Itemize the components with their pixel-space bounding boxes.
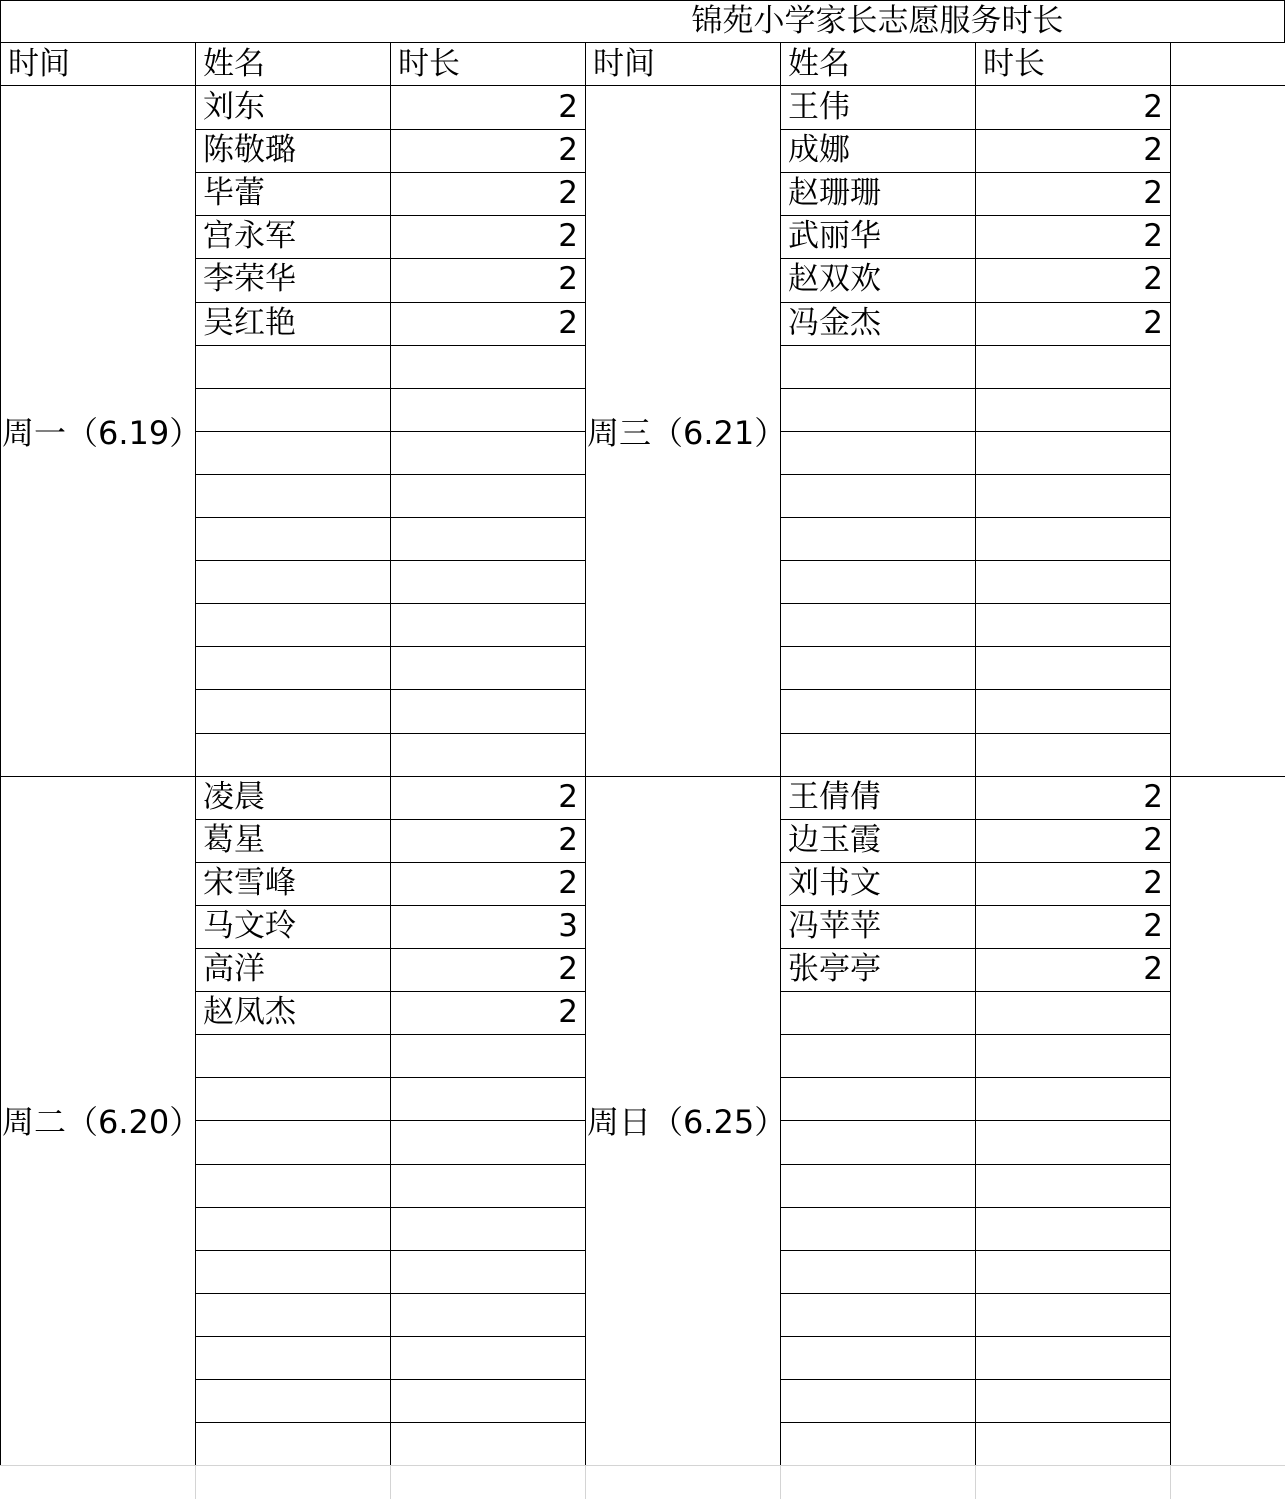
- hours-cell[interactable]: 3: [558, 907, 578, 944]
- name-cell[interactable]: 刘东: [203, 89, 265, 125]
- header-hours-left[interactable]: 时长: [398, 46, 460, 82]
- name-cell[interactable]: 高洋: [203, 951, 265, 987]
- name-cell[interactable]: [780, 1293, 975, 1336]
- hours-cell[interactable]: [975, 345, 1170, 388]
- name-cell[interactable]: [780, 1336, 975, 1379]
- name-cell[interactable]: [195, 517, 390, 560]
- name-cell[interactable]: 赵凤杰: [203, 994, 296, 1031]
- name-cell[interactable]: [780, 560, 975, 603]
- column-border: [1170, 43, 1171, 1465]
- hours-cell[interactable]: [390, 1422, 585, 1465]
- hours-cell[interactable]: 2: [558, 821, 578, 858]
- hours-cell[interactable]: [390, 689, 585, 732]
- hours-cell[interactable]: [390, 646, 585, 689]
- hours-cell[interactable]: [390, 431, 585, 474]
- name-cell[interactable]: [780, 1250, 975, 1293]
- hours-cell[interactable]: 2: [1143, 132, 1163, 169]
- gridline: [1170, 1465, 1171, 1499]
- date-cell[interactable]: 周三（6.21）: [587, 413, 787, 452]
- hours-cell[interactable]: [390, 1034, 585, 1077]
- header-name-right[interactable]: 姓名: [788, 46, 850, 82]
- hours-cell[interactable]: 2: [1143, 89, 1163, 125]
- name-cell[interactable]: 宫永军: [203, 218, 296, 255]
- hours-cell[interactable]: 2: [558, 89, 578, 125]
- name-cell[interactable]: [780, 517, 975, 560]
- name-cell[interactable]: [780, 1164, 975, 1207]
- name-cell[interactable]: 成娜: [788, 132, 850, 169]
- name-cell[interactable]: 陈敬璐: [203, 132, 296, 169]
- hours-cell[interactable]: 2: [558, 304, 578, 341]
- hours-cell[interactable]: [975, 1422, 1170, 1465]
- name-cell[interactable]: [195, 345, 390, 388]
- hours-cell[interactable]: [975, 560, 1170, 603]
- name-cell[interactable]: [780, 431, 975, 474]
- name-cell[interactable]: 毕蕾: [203, 175, 265, 212]
- hours-cell[interactable]: [390, 1164, 585, 1207]
- name-cell[interactable]: 凌晨: [203, 778, 265, 815]
- gridline: [975, 1465, 976, 1499]
- name-cell[interactable]: [195, 431, 390, 474]
- hours-cell[interactable]: [975, 689, 1170, 732]
- hours-cell[interactable]: [975, 646, 1170, 689]
- name-cell[interactable]: [195, 733, 390, 776]
- gridline: [585, 1465, 586, 1499]
- hours-cell[interactable]: [975, 1293, 1170, 1336]
- name-cell[interactable]: [780, 1120, 975, 1163]
- hours-cell[interactable]: [975, 1336, 1170, 1379]
- gridline: [780, 1465, 781, 1499]
- name-cell[interactable]: [195, 1336, 390, 1379]
- name-cell[interactable]: [195, 1379, 390, 1422]
- name-cell[interactable]: [195, 689, 390, 732]
- header-name-left[interactable]: 姓名: [203, 46, 265, 82]
- hours-cell[interactable]: 2: [1143, 907, 1163, 944]
- name-cell[interactable]: 刘书文: [788, 864, 881, 901]
- name-cell[interactable]: 宋雪峰: [203, 864, 296, 901]
- name-cell[interactable]: 李荣华: [203, 261, 296, 298]
- name-cell[interactable]: [780, 1422, 975, 1465]
- hours-cell[interactable]: [390, 517, 585, 560]
- name-cell[interactable]: [195, 646, 390, 689]
- hours-cell[interactable]: [390, 345, 585, 388]
- name-cell[interactable]: [195, 1293, 390, 1336]
- hours-cell[interactable]: [975, 388, 1170, 431]
- gridline: [390, 1465, 391, 1499]
- header-hours-right[interactable]: 时长: [983, 46, 1045, 82]
- hours-cell[interactable]: [390, 1120, 585, 1163]
- name-cell[interactable]: [780, 689, 975, 732]
- hours-cell[interactable]: [975, 1207, 1170, 1250]
- name-cell[interactable]: [780, 388, 975, 431]
- hours-cell[interactable]: 2: [558, 218, 578, 255]
- header-time-right[interactable]: 时间: [593, 46, 655, 82]
- name-cell[interactable]: [195, 1207, 390, 1250]
- hours-cell[interactable]: 2: [1143, 304, 1163, 341]
- name-cell[interactable]: [780, 1077, 975, 1120]
- date-cell[interactable]: 周日（6.25）: [587, 1103, 787, 1142]
- date-cell[interactable]: 周一（6.19）: [2, 413, 202, 452]
- name-cell[interactable]: 吴红艳: [203, 304, 296, 341]
- name-cell[interactable]: [780, 1207, 975, 1250]
- hours-cell[interactable]: [390, 1077, 585, 1120]
- date-cell[interactable]: 周二（6.20）: [2, 1103, 202, 1142]
- hours-cell[interactable]: 2: [558, 261, 578, 298]
- hours-cell[interactable]: 2: [558, 175, 578, 212]
- name-cell[interactable]: [195, 388, 390, 431]
- hours-cell[interactable]: 2: [1143, 864, 1163, 901]
- hours-cell[interactable]: [390, 1207, 585, 1250]
- hours-cell[interactable]: [975, 431, 1170, 474]
- name-cell[interactable]: [195, 1250, 390, 1293]
- hours-cell[interactable]: [390, 1379, 585, 1422]
- hours-cell[interactable]: [390, 474, 585, 517]
- name-cell[interactable]: 冯苹苹: [788, 907, 881, 944]
- hours-cell[interactable]: 2: [1143, 218, 1163, 255]
- hours-cell[interactable]: 2: [558, 132, 578, 169]
- hours-cell[interactable]: 2: [558, 994, 578, 1031]
- sheet-title[interactable]: 锦苑小学家长志愿服务时长: [691, 3, 1064, 39]
- name-cell[interactable]: 赵双欢: [788, 261, 881, 298]
- hours-cell[interactable]: [975, 603, 1170, 646]
- hours-cell[interactable]: [975, 1164, 1170, 1207]
- sheet-bottom-gridline: [0, 1465, 1285, 1466]
- name-cell[interactable]: [195, 1164, 390, 1207]
- name-cell[interactable]: [780, 474, 975, 517]
- hours-cell[interactable]: [975, 1120, 1170, 1163]
- hours-cell[interactable]: [390, 1250, 585, 1293]
- name-cell[interactable]: 边玉霞: [788, 821, 881, 858]
- hours-cell[interactable]: 2: [558, 778, 578, 815]
- hours-cell[interactable]: 2: [1143, 778, 1163, 815]
- hours-cell[interactable]: [975, 1250, 1170, 1293]
- hours-cell[interactable]: [975, 517, 1170, 560]
- hours-cell[interactable]: [975, 991, 1170, 1034]
- name-cell[interactable]: 张亭亭: [788, 951, 881, 987]
- hours-cell[interactable]: [390, 603, 585, 646]
- gridline: [195, 1465, 196, 1499]
- hours-cell[interactable]: 2: [1143, 821, 1163, 858]
- name-cell[interactable]: 武丽华: [788, 218, 881, 255]
- hours-cell[interactable]: 2: [1143, 175, 1163, 212]
- name-cell[interactable]: [780, 1034, 975, 1077]
- name-cell[interactable]: 赵珊珊: [788, 175, 881, 212]
- hours-cell[interactable]: [975, 1034, 1170, 1077]
- hours-cell[interactable]: [975, 1379, 1170, 1422]
- name-cell[interactable]: [780, 603, 975, 646]
- name-cell[interactable]: 葛星: [203, 821, 265, 858]
- hours-cell[interactable]: [390, 388, 585, 431]
- header-time-left[interactable]: 时间: [8, 46, 70, 82]
- name-cell[interactable]: 马文玲: [203, 907, 296, 944]
- hours-cell[interactable]: [975, 733, 1170, 776]
- name-cell[interactable]: [780, 646, 975, 689]
- extra-col-border: [1170, 776, 1285, 777]
- name-cell[interactable]: [780, 991, 975, 1034]
- name-cell[interactable]: [195, 1120, 390, 1163]
- name-cell[interactable]: [195, 1077, 390, 1120]
- hours-cell[interactable]: 2: [558, 951, 578, 987]
- name-cell[interactable]: [195, 474, 390, 517]
- hours-cell[interactable]: [390, 1336, 585, 1379]
- name-cell[interactable]: [780, 1379, 975, 1422]
- name-cell[interactable]: 王倩倩: [788, 778, 881, 815]
- name-cell[interactable]: [780, 733, 975, 776]
- name-cell[interactable]: [195, 1034, 390, 1077]
- name-cell[interactable]: [195, 603, 390, 646]
- hours-cell[interactable]: [390, 1293, 585, 1336]
- name-cell[interactable]: [195, 1422, 390, 1465]
- name-cell[interactable]: [780, 345, 975, 388]
- hours-cell[interactable]: [390, 733, 585, 776]
- hours-cell[interactable]: [390, 560, 585, 603]
- hours-cell[interactable]: [975, 474, 1170, 517]
- name-cell[interactable]: [195, 560, 390, 603]
- hours-cell[interactable]: [975, 1077, 1170, 1120]
- name-cell[interactable]: 冯金杰: [788, 304, 881, 341]
- name-cell[interactable]: 王伟: [788, 89, 850, 125]
- hours-cell[interactable]: 2: [1143, 261, 1163, 298]
- hours-cell[interactable]: 2: [1143, 951, 1163, 987]
- hours-cell[interactable]: 2: [558, 864, 578, 901]
